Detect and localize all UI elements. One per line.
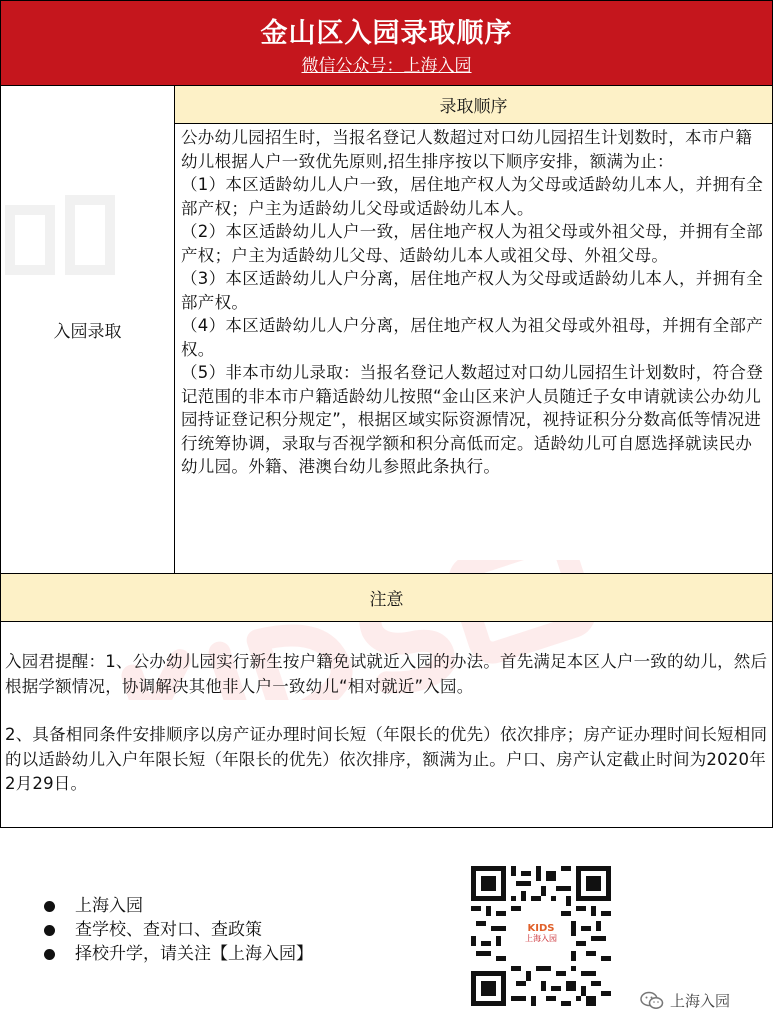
content-paragraph: （4）本区适龄幼儿人户分离，居住地产权人为祖父母或外祖母，并拥有全部产权。 xyxy=(181,316,763,359)
qr-center-logo xyxy=(519,920,563,952)
bullet-text: 择校升学，请关注【上海入园】 xyxy=(75,944,313,964)
column-header-cell xyxy=(175,86,772,124)
row-label-cell xyxy=(1,86,175,573)
notes-header-cell xyxy=(0,574,773,622)
content-paragraph: （2）本区适龄幼儿人户一致，居住地产权人为祖父母或外祖父母，并拥有全部产权；户主为适龄幼儿父母、适龄幼儿本人或祖父母、外祖父母。 xyxy=(181,222,763,265)
notes-body xyxy=(0,622,773,828)
admission-table xyxy=(0,86,773,574)
wechat-label: 上海入园 xyxy=(670,992,731,1010)
wechat-icon xyxy=(640,991,664,1011)
page-header xyxy=(0,0,773,86)
content-paragraph: （3）本区适龄幼儿人户分离，居住地产权人为父母或适龄幼儿本人，并拥有全部产权。 xyxy=(181,269,763,312)
footer-bullet-list xyxy=(44,894,313,966)
note-paragraph: 入园君提醒：1、公办幼儿园实行新生按户籍免试就近入园的办法。首先满足本区人户一致的幼儿，然后根据学额情况，协调解决其他非人户一致幼儿“相对就近”入园。 xyxy=(5,652,768,696)
bullet-text: 上海入园 xyxy=(75,896,143,916)
bullet-icon xyxy=(44,901,55,912)
content-paragraph: （5）非本市幼儿录取：当报名登记人数超过对口幼儿园招生计划数时，符合登记范围的非本市户籍适龄幼儿按照“金山区来沪人员随迁子女申请就读公办幼儿园持证登记积分规定”，根据区域实际资源情况，视持证积分分数高低等情况进行统筹协调，录取与否视学额和积分高低而定。适龄幼儿可自愿选择就读民办幼儿园。外籍、港澳台幼儿参照此条执行。 xyxy=(181,363,763,476)
qr-code[interactable] xyxy=(471,866,611,1006)
qr-center-brand: KIDS xyxy=(527,923,555,934)
list-item xyxy=(44,894,313,918)
wechat-account-link[interactable]: 微信公众号：上海入园 xyxy=(301,56,472,76)
footer xyxy=(0,828,773,1034)
notes-header: 注意 xyxy=(369,590,404,610)
list-item xyxy=(44,942,313,966)
admission-order-content xyxy=(181,126,767,479)
note-paragraph: 2、具备相同条件安排顺序以房产证办理时间长短（年限长的优先）依次排序；房产证办理时间长短相同的以适龄幼儿入户年限长短（年限长的优先）依次排序，额满为止。户口、房产认定截止时间为2020年2月29日。 xyxy=(5,725,768,793)
content-paragraph: 公办幼儿园招生时，当报名登记人数超过对口幼儿园招生计划数时，本市户籍幼儿根据人户一致优先原则,招生排序按以下顺序安排，额满为止： xyxy=(181,128,753,171)
page-title: 金山区入园录取顺序 xyxy=(260,18,513,49)
bullet-icon xyxy=(44,949,55,960)
content-paragraph: （1）本区适龄幼儿人户一致，居住地产权人为父母或适龄幼儿本人，并拥有全部产权；户主为适龄幼儿父母或适龄幼儿本人。 xyxy=(181,175,763,218)
qr-center-text: 上海入园 xyxy=(525,934,557,943)
list-item xyxy=(44,918,313,942)
bullet-icon xyxy=(44,925,55,936)
bullet-text: 查学校、查对口、查政策 xyxy=(75,920,262,940)
row-label: 入园录取 xyxy=(53,322,122,342)
wechat-account[interactable] xyxy=(640,990,730,1011)
column-header: 录取顺序 xyxy=(439,97,508,117)
